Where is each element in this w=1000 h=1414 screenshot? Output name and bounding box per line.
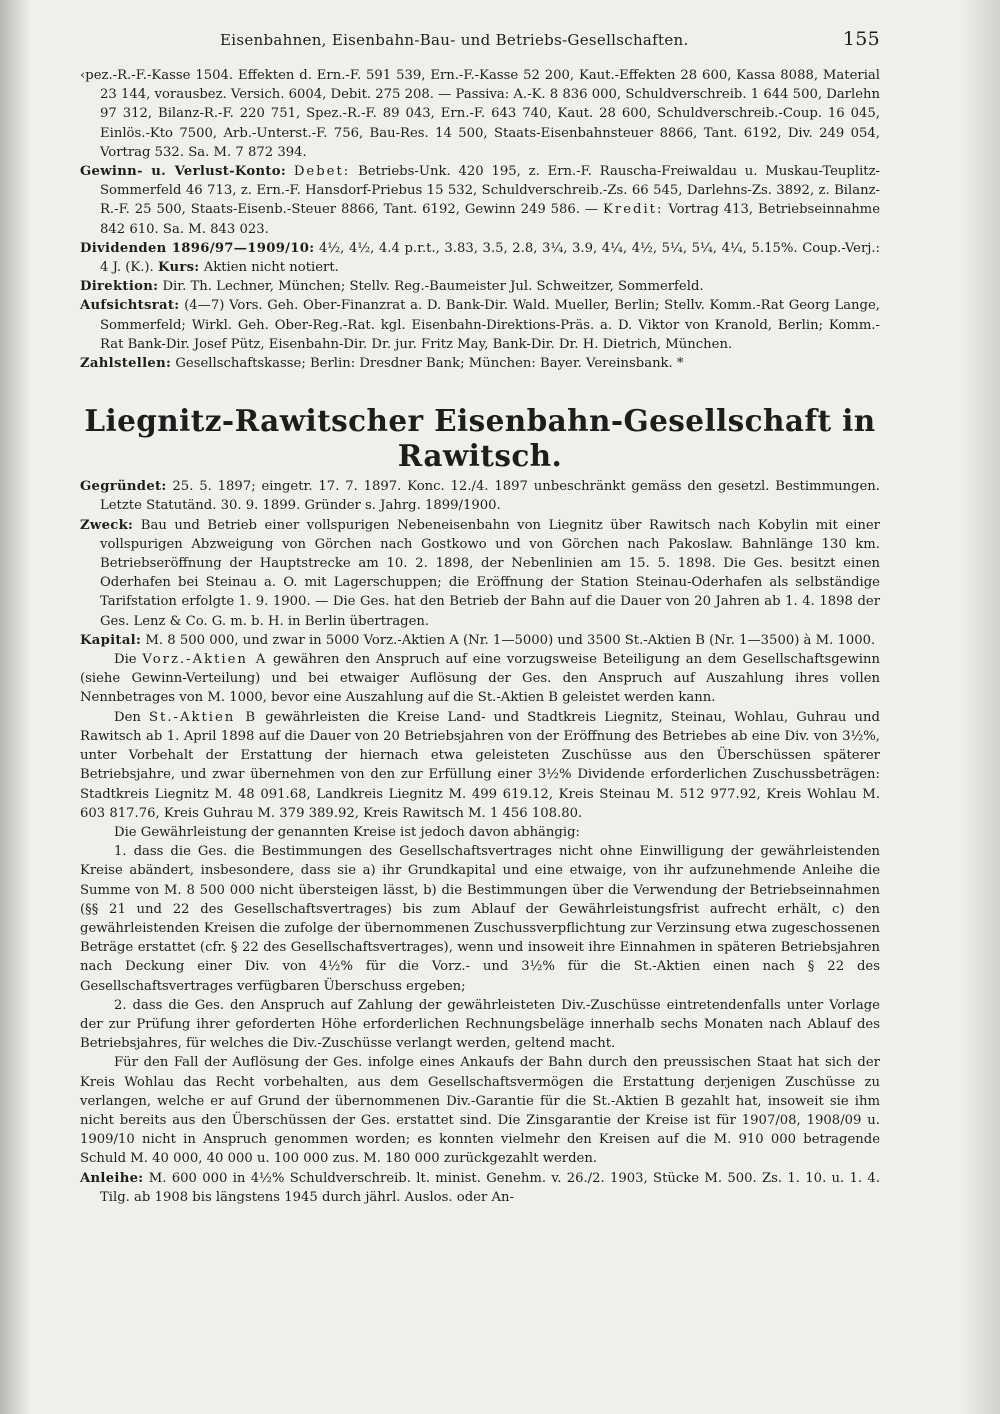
aufsichtsrat-label: Aufsichtsrat:	[80, 298, 180, 314]
gegruendet-label: Gegründet:	[80, 479, 167, 495]
st-aktien-text: gewährleisten die Kreise Land- und Stadtkreis Liegnitz, Steinau, Wohlau, Guhrau und Rawitsch ab 1. April 1898 auf die Dauer von 20 Betriebsjahren von der Eröffnung des Betriebes ab eine Div. von 3½%, unter Vorbehalt der Erstattung der hiernach etwa geleisteten Zuschüsse aus den Überschüssen späterer Betriebsjahre, und zwar übernehmen von den zur Erfüllung einer 3½% Dividende erforderlichen Zuschussbeträgen: Stadtkreis Liegnitz M. 48 091.68, Landkreis Liegnitz M. 499 619.12, Kreis Steinau M. 512 977.92, Kreis Wohlau M. 603 817.76, Kreis Guhrau M. 379 389.92, Kreis Rawitsch M. 1 456 108.80.	[80, 709, 880, 821]
running-header	[220, 28, 880, 50]
kurs-text: Aktien nicht notiert.	[203, 260, 339, 276]
direktion-text: Dir. Th. Lechner, München; Stellv. Reg.-Baumeister Jul. Schweitzer, Sommerfeld.	[162, 279, 704, 295]
vorz-aktien-lead: Die	[114, 652, 137, 668]
guv-kredit-label: Kredit:	[603, 202, 664, 218]
anleihe-label: Anleihe:	[80, 1170, 144, 1186]
page-binding-shadow	[0, 0, 30, 1414]
aufsichtsrat-paragraph	[80, 296, 880, 354]
condition-2-paragraph: 2. dass die Ges. den Anspruch auf Zahlung der gewährleisteten Div.-Zuschüsse eintretendenfalls unter Vorlage der zur Prüfung ihrer geforderten Höhe erforderlichen Rechnungsbeläge innerhalb sechs Monaten nach Ablauf des Betriebsjahres, für welches die Div.-Zuschüsse verlangt werden, geltend macht.	[80, 997, 880, 1052]
zweck-label: Zweck:	[80, 517, 134, 533]
zweck-paragraph	[80, 516, 880, 631]
condition-1-paragraph: 1. dass die Ges. die Bestimmungen des Gesellschaftsvertrages nicht ohne Einwilligung der gewährleistenden Kreise abändert, insbesondere, dass sie a) ihr Grundkapital und eine etwaige, von ihr aufzunehmende Anleihe die Summe von M. 8 500 000 nicht übersteigen lässt, b) die Bestimmungen über die Verwendung der Betriebseinnahmen (§§ 21 und 22 des Gesellschaftsvertrages) bis zum Ablauf der Gewährleistungsfrist aufrecht erhält, c) den gewährleistenden Kreisen die zufolge der übernommenen Zuschussverpflichtung zur Verzinsung etwa zugeschossenen Beträge erstattet (cfr. § 22 des Gesellschaftsvertrages), wenn und insoweit ihre Einnahmen in späteren Betriebsjahren nach Deckung einer Div. von 4½% für die Vorz.- und 3½% für die St.-Aktien einen nach § 22 des Gesellschaftsvertrages verfügbaren Überschuss ergeben;	[80, 844, 880, 994]
direktion-label: Direktion:	[80, 279, 159, 295]
direktion-paragraph	[80, 277, 880, 296]
guv-paragraph	[80, 162, 880, 239]
dividend-text: 4½, 4½, 4.4 p.r.t., 3.83, 3.5, 2.8, 3¼, 3.9, 4¼, 4½, 5¼, 5¼, 4¼, 5.15%. Coup.-Verj.: 4 J. (K.).	[100, 240, 880, 276]
gewaehrleistung-paragraph: Die Gewährleistung der genannten Kreise ist jedoch davon abhängig:	[114, 824, 580, 840]
guv-kredit-text: Vortrag 413, Betriebseinnahme 842 610. Sa. M. 843 023.	[100, 202, 880, 237]
header-title: Eisenbahnen, Eisenbahn-Bau- und Betriebs-Gesellschaften.	[220, 31, 689, 49]
balance-paragraph: ‹pez.-R.-F.-Kasse 1504. Effekten d. Ern.-F. 591 539, Ern.-F.-Kasse 52 200, Kaut.-Effekten 28 600, Kassa 8088, Material 23 144, vorausbez. Versich. 6004, Debit. 275 208. — Passiva: A.-K. 8 836 000, Schuldverschreib. 1 644 500, Darlehn 97 312, Bilanz-R.-F. 220 751, Spez.-R.-F. 89 043, Ern.-F. 643 740, Kaut. 28 600, Schuldverschreib.-Coup. 16 045, Einlös.-Kto 7500, Arb.-Unterst.-F. 756, Bau-Res. 14 500, Staats-Eisenbahnsteuer 8866, Tant. 6192, Div. 249 054, Vortrag 532. Sa. M. 7 872 394.	[80, 68, 880, 160]
zahlstellen-paragraph	[80, 354, 880, 373]
gegruendet-text: 25. 5. 1897; eingetr. 17. 7. 1897. Konc. 12./4. 1897 unbeschränkt gemäss den gesetzl. Bestimmungen. Letzte Statutänd. 30. 9. 1899. Gründer s. Jahrg. 1899/1900.	[100, 479, 880, 514]
zahlstellen-label: Zahlstellen:	[80, 356, 172, 372]
guv-debet-label: Debet:	[293, 164, 351, 180]
st-aktien-paragraph	[80, 708, 880, 823]
st-aktien-term: St.-Aktien B	[148, 709, 258, 725]
zahlstellen-text: Gesellschaftskasse; Berlin: Dresdner Bank; München: Bayer. Vereinsbank. *	[175, 356, 684, 372]
dividend-label: Dividenden 1896/97—1909/10:	[80, 240, 315, 256]
page-edge-shadow	[960, 0, 1000, 1414]
aufloesung-paragraph: Für den Fall der Auflösung der Ges. infolge eines Ankaufs der Bahn durch den preussischen Staat hat sich der Kreis Wohlau das Recht vorbehalten, aus dem Gesellschaftsvermögen die Erstattung derjenigen Zuschüsse zu verlangen, welche er auf Grund der übernommenen Div.-Garantie für die St.-Aktien B gezahlt hat, insoweit sie ihm nicht bereits aus den Überschüssen der Ges. erstattet sind. Die Zinsgarantie der Kreise ist für 1907/08, 1908/09 u. 1909/10 nicht in Anspruch genommen worden; es konnten vielmehr den Kreisen auf die M. 910 000 betragende Schuld M. 40 000, 40 000 u. 100 000 zus. M. 180 000 zurückgezahlt werden.	[80, 1055, 880, 1167]
kapital-paragraph	[80, 631, 880, 650]
vorz-aktien-text: gewähren den Anspruch auf eine vorzugsweise Beteiligung an dem Gesellschaftsgewinn (siehe Gewinn-Verteilung) und bei etwaiger Auflösung der Ges. den Anspruch auf Auszahlung ihres vollen Nennbetrages von M. 1000, bevor eine Auszahlung auf die St.-Aktien B geleistet werden kann.	[80, 652, 880, 706]
kurs-label: Kurs:	[157, 260, 200, 276]
vorz-aktien-paragraph	[80, 650, 880, 708]
section-title: Liegnitz-Rawitscher Eisenbahn-Gesellschaft in Rawitsch.	[84, 403, 876, 474]
kapital-label: Kapital:	[80, 632, 142, 648]
anleihe-paragraph	[80, 1169, 880, 1207]
dividend-paragraph	[80, 239, 880, 277]
zweck-text: Bau und Betrieb einer vollspurigen Nebeneisenbahn von Liegnitz über Rawitsch nach Kobylin mit einer vollspurigen Abzweigung von Görchen nach Gostkowo und von Görchen nach Pakoslaw. Bahnlänge 130 km. Betriebseröffnung der Hauptstrecke am 10. 2. 1898, der Nebenlinien am 15. 5. 1898. Die Ges. besitzt einen Oderhafen bei Steinau a. O. mit Lagerschuppen; die Eröffnung der Station Steinau-Oderhafen als selbständige Tarifstation erfolgte 1. 9. 1900. — Die Ges. hat den Betrieb der Bahn auf die Dauer von 20 Jahren ab 1. 4. 1898 der Ges. Lenz & Co. G. m. b. H. in Berlin übertragen.	[100, 517, 880, 629]
vorz-aktien-term: Vorz.-Aktien A	[142, 652, 268, 668]
page-number: 155	[842, 28, 880, 50]
gegruendet-paragraph	[80, 477, 880, 515]
aufsichtsrat-text: (4—7) Vors. Geh. Ober-Finanzrat a. D. Bank-Dir. Wald. Mueller, Berlin; Stellv. Komm.-Rat Georg Lange, Sommerfeld; Wirkl. Geh. Ober-Reg.-Rat. kgl. Eisenbahn-Direktions-Präs. a. D. Viktor von Kranold, Berlin; Komm.-Rat Bank-Dir. Josef Pütz, Eisenbahn-Dir. Dr. jur. Fritz May, Bank-Dir. Dr. H. Dietrich, München.	[100, 298, 880, 352]
guv-label: Gewinn- u. Verlust-Konto:	[80, 164, 287, 180]
anleihe-text: M. 600 000 in 4½% Schuldverschreib. lt. minist. Genehm. v. 26./2. 1903, Stücke M. 500. Zs. 1. 10. u. 1. 4. Tilg. ab 1908 bis längstens 1945 durch jährl. Auslos. oder An-	[100, 1170, 880, 1205]
st-aktien-lead: Den	[114, 709, 141, 725]
guv-debet-text: Betriebs-Unk. 420 195, z. Ern.-F. Rauscha-Freiwaldau u. Muskau-Teuplitz-Sommerfeld 46 713, z. Ern.-F. Hansdorf-Priebus 15 532, Schuldverschreib.-Zs. 66 545, Darlehns-Zs. 3892, z. Bilanz-R.-F. 25 500, Staats-Eisenb.-Steuer 8866, Tant. 6192, Gewinn 249 586. —	[100, 164, 880, 218]
kapital-text: M. 8 500 000, und zwar in 5000 Vorz.-Aktien A (Nr. 1—5000) und 3500 St.-Aktien B (Nr. 1—3500) à M. 1000.	[145, 632, 876, 648]
